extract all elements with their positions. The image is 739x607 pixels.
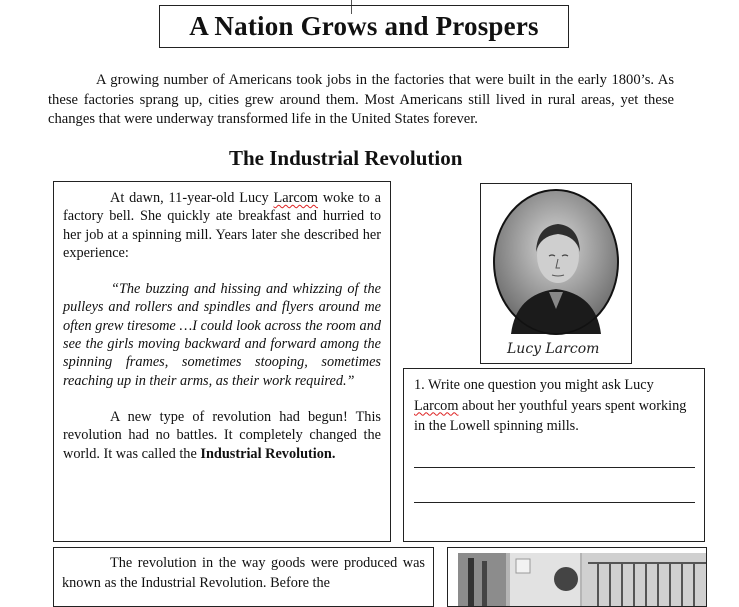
- spellcheck-word[interactable]: Larcom: [414, 397, 459, 414]
- answer-line-2[interactable]: [414, 502, 695, 503]
- industrial-revolution-term: Industrial Revolution.: [200, 445, 336, 462]
- spellcheck-word[interactable]: Larcom: [273, 190, 318, 206]
- story-p3-before: A new type of revolution had begun! This revolution had no battles. It completely changed the world. It was called the: [63, 408, 381, 462]
- portrait-image: [480, 183, 632, 364]
- intro-paragraph: A growing number of Americans took jobs in the factories that were built in the early 1800’s. As these factories sprang up, cities grew around them. Most Americans still lived in rural areas, yet these changes that were underway transformed life in the United States forever.: [48, 72, 674, 127]
- story-paragraph-3: [63, 408, 381, 463]
- mill-photo-illustration: [458, 553, 707, 607]
- section-heading: The Industrial Revolution: [229, 146, 463, 170]
- question-box: [403, 368, 705, 542]
- bottom-paragraph: The revolution in the way goods were produced was known as the Industrial Revolution. Before the: [62, 555, 425, 591]
- bottom-text-box: [53, 547, 434, 607]
- portrait-illustration: [481, 184, 631, 363]
- question-after: about her youthful years spent working in the Lowell spinning mills.: [414, 397, 687, 434]
- story-p1-before: At dawn, 11-year-old Lucy: [110, 190, 274, 206]
- page-title: A Nation Grows and Prospers: [189, 11, 539, 41]
- question-before: 1. Write one question you might ask Lucy: [414, 377, 654, 393]
- story-quote: “The buzzing and hissing and whizzing of the pulleys and rollers and spindles and flyers around me often grew tiresome …I could look across the room and see the girls moving backward and forward among the spinning frames, sometimes stooping, sometimes reaching up in their arms, as their work required.”: [63, 281, 381, 389]
- mill-photo: [447, 547, 707, 607]
- answer-line-1[interactable]: [414, 467, 695, 468]
- question-text: [414, 375, 694, 437]
- signature: Lucy Larcom: [507, 341, 600, 357]
- page-title-box: [159, 5, 569, 48]
- story-paragraph-1: [63, 189, 381, 262]
- story-box: [53, 181, 391, 542]
- story-p1-after: woke to a factory bell. She quickly ate breakfast and hurried to her job at a spinning mill. Years later she described her experience:: [63, 190, 382, 261]
